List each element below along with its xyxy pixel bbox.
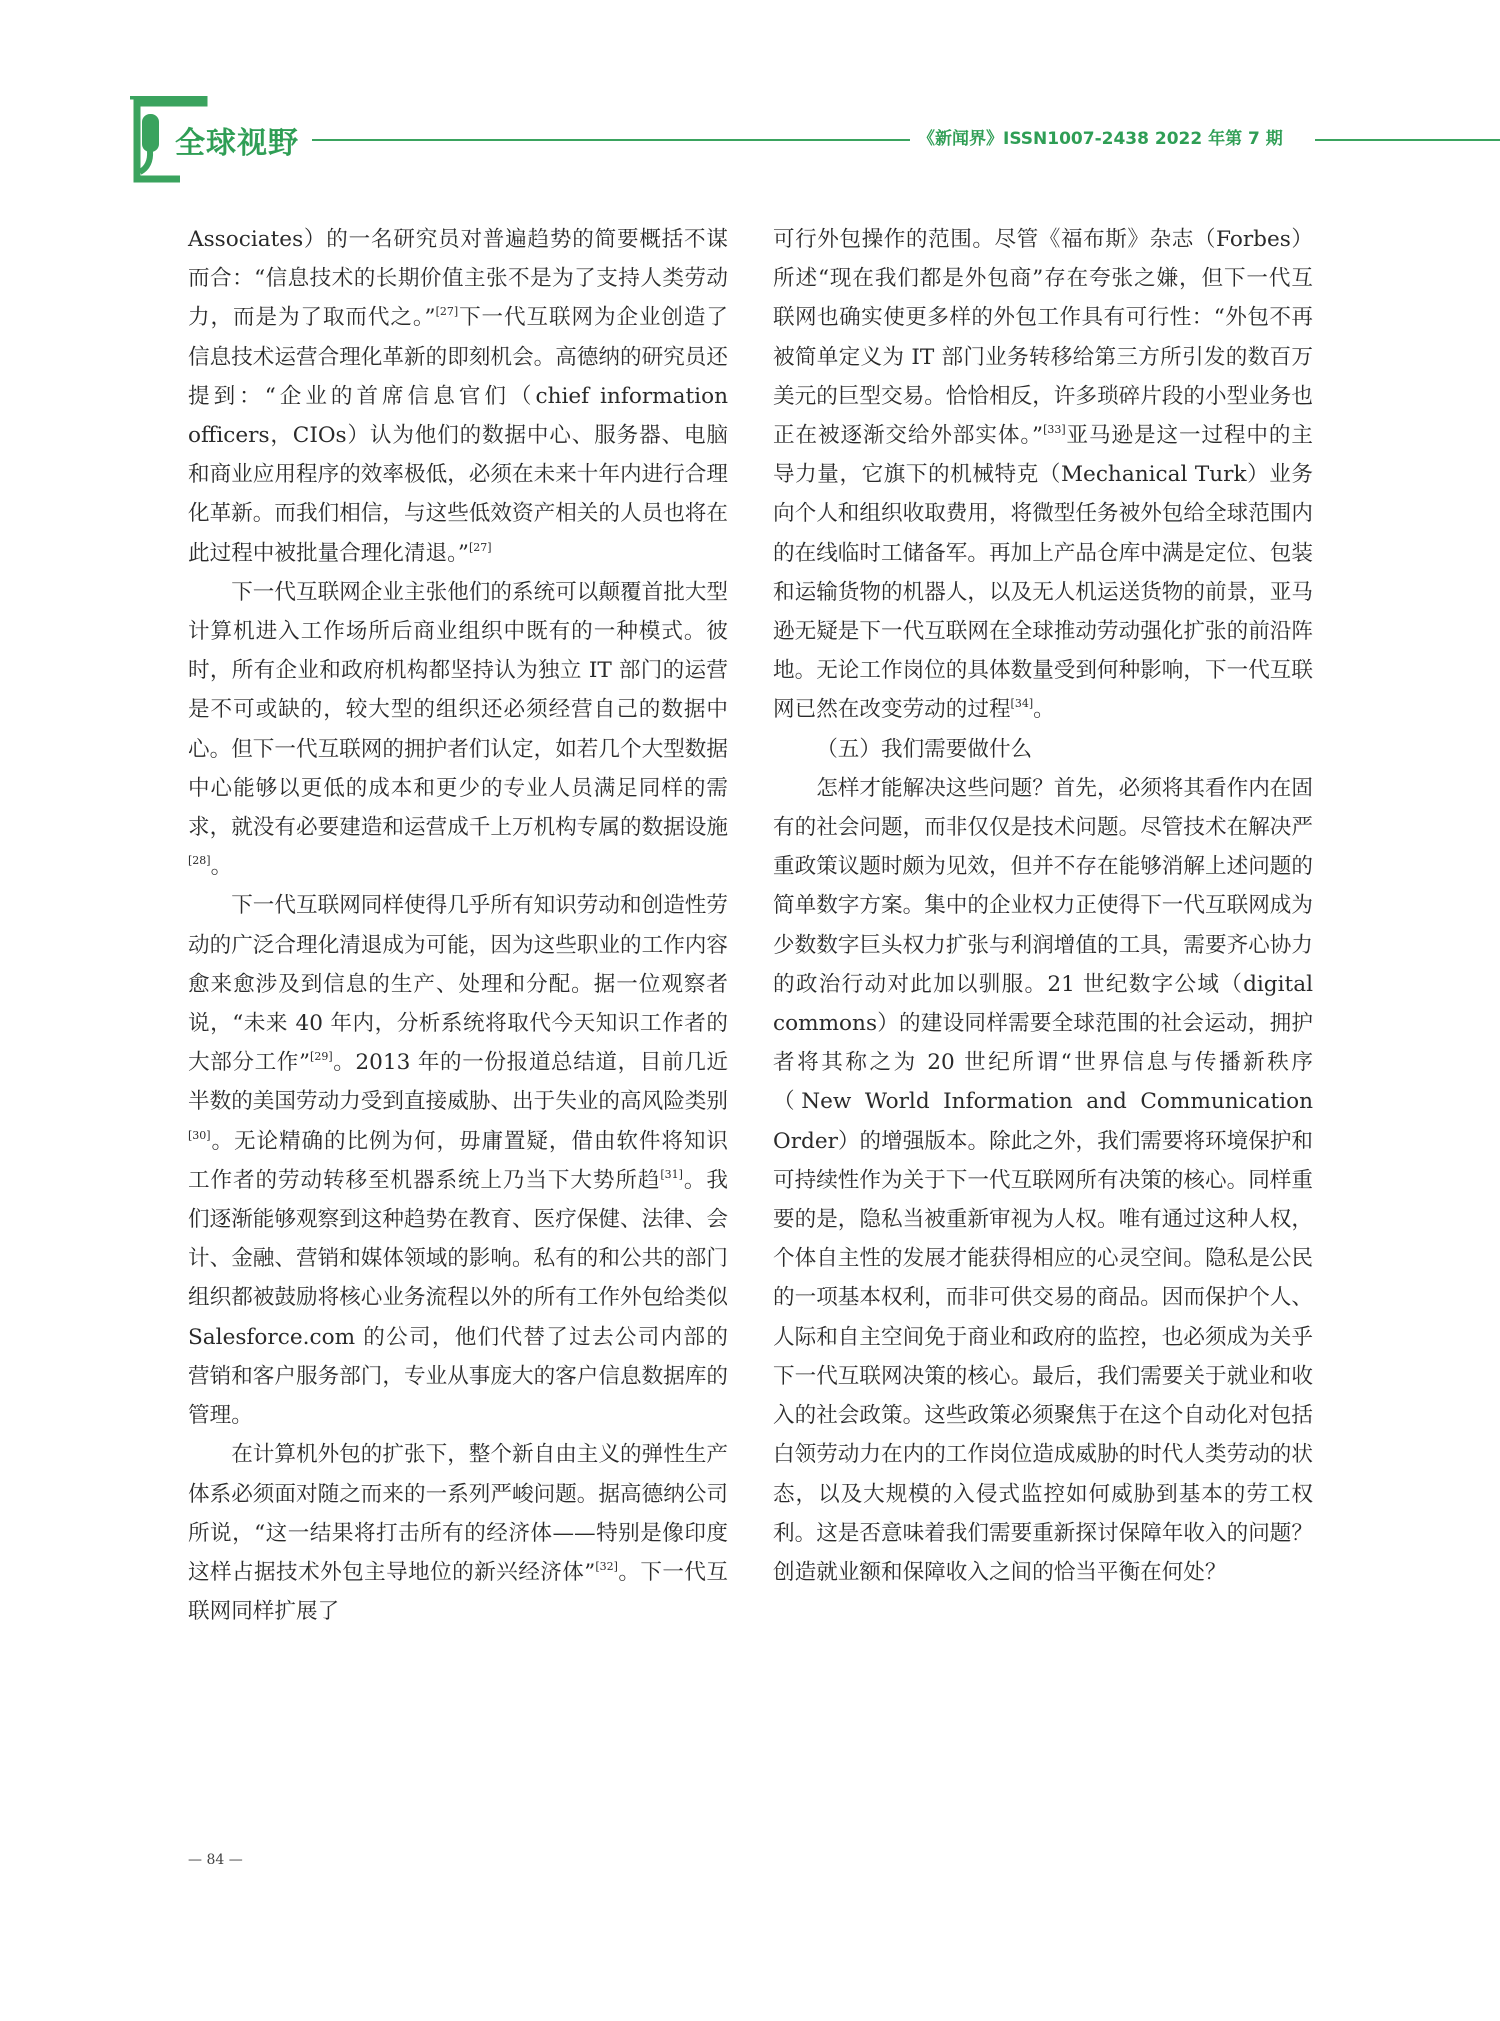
paragraph-text: 下一代互联网同样使得几乎所有知识劳动和创造性劳动的广泛合理化清退成为可能，因为这些职业的工作内容愈来愈涉及到信息的生产、处理和分配。据一位观察者说，“未来 40 年内，分析系统将取代今天知识工作者的大部分工作” (188, 893, 728, 1076)
body-paragraph (188, 1435, 728, 1631)
paragraph-text: 怎样才能解决这些问题？首先，必须将其看作内在固有的社会问题，而非仅仅是技术问题。尽管技术在解决严重政策议题时颇为见效，但并不存在能够消解上述问题的简单数字方案。集中的企业权力正使得下一代互联网成为少数数字巨头权力扩张与利润增值的工具，需要齐心协力的政治行动对此加以驯服。21 世纪数字公域（digital commons）的建设同样需要全球范围的社会运动，拥护者将其称之为 20 世纪所谓“世界信息与传播新秩序（New World Information and Communication Order）的增强版本。除此之外，我们需要将环境保护和可持续性作为关于下一代互联网所有决策的核心。同样重要的是，隐私当被重新审视为人权。唯有通过这种人权，个体自主性的发展才能获得相应的心灵空间。隐私是公民的一项基本权利，而非可供交易的商品。因而保护个人、人际和自主空间免于商业和政府的监控，也必须成为关乎下一代互联网决策的核心。最后，我们需要关于就业和收入的社会政策。这些政策必须聚焦于在这个自动化对包括白领劳动力在内的工作岗位造成威胁的时代人类劳动的状态，以及大规模的入侵式监控如何威胁到基本的劳工权利。这是否意味着我们需要重新探讨保障年收入的问题？创造就业额和保障收入之间的恰当平衡在何处？ (773, 775, 1314, 1585)
paragraph-text: 。2013 年的一份报道总结道，目前几近半数的美国劳动力受到直接威胁、出于失业的高风险类别 (188, 1050, 728, 1115)
section-subheading (773, 730, 1313, 769)
paragraph-text: 下一代互联网企业主张他们的系统可以颠覆首批大型计算机进入工作场所后商业组织中既有的一种模式。彼时，所有企业和政府机构都坚持认为独立 IT 部门的运营是不可或缺的，较大型的组织还必须经营自己的数据中心。但下一代互联网的拥护者们认定，如若几个大型数据中心能够以更低的成本和更少的专业人员满足同样的需求，就没有必要建造和运营成千上万机构专属的数据设施 (188, 579, 728, 841)
citation-reference: [32] (595, 1559, 618, 1573)
paragraph-text: （五）我们需要做什么 (816, 736, 1033, 762)
paragraph-text: 。 (210, 854, 233, 880)
paragraph-text: 。 (1033, 697, 1055, 723)
citation-reference: [34] (1010, 697, 1034, 711)
citation-reference: [27] (435, 305, 459, 319)
citation-reference: [33] (1043, 423, 1066, 437)
body-paragraph (773, 769, 1313, 1592)
right-text-column (773, 220, 1313, 1592)
journal-info: 《新闻界》ISSN1007-2438 2022 年第 7 期 (918, 129, 1283, 149)
paragraph-text: 在计算机外包的扩张下，整个新自由主义的弹性生产体系必须面对随之而来的一系列严峻问题。据高德纳公司所说，“这一结果将打击所有的经济体——特别是像印度这样占据技术外包主导地位的新兴经济体” (188, 1442, 728, 1585)
body-paragraph (773, 220, 1313, 730)
header-rule-right (1315, 139, 1500, 141)
citation-reference: [29] (310, 1050, 333, 1064)
citation-reference: [30] (188, 1128, 211, 1142)
body-paragraph (188, 220, 728, 573)
page-number: — 84 — (188, 1852, 243, 1868)
citation-reference: [28] (188, 854, 211, 868)
header-rule-left (312, 139, 910, 141)
paragraph-text: 。下一代互联网同样扩展了 (188, 1559, 728, 1625)
left-text-column (188, 220, 728, 1631)
paragraph-text: 下一代互联网为企业创造了信息技术运营合理化革新的即刻机会。高德纳的研究员还提到：“企业的首席信息官们（chief information officers，CIOs）认为他们的数据中心、服务器、电脑和商业应用程序的效率极低，必须在未来十年内进行合理化革新。而我们相信，与这些低效资产相关的人员也将在此过程中被批量合理化清退。” (188, 305, 728, 566)
body-paragraph (188, 573, 728, 887)
citation-reference: [31] (660, 1167, 683, 1181)
citation-reference: [27] (468, 540, 492, 554)
paragraph-text: 。我们逐渐能够观察到这种趋势在教育、医疗保健、法律、会计、金融、营销和媒体领域的影响。私有的和公共的部门组织都被鼓励将核心业务流程以外的所有工作外包给类似 Salesforce.com 的公司，他们代替了过去公司内部的营销和客户服务部门，专业从事庞大的客户信息数据库的管理。 (188, 1167, 728, 1429)
paragraph-text: 。无论精确的比例为何，毋庸置疑，借由软件将知识工作者的劳动转移至机器系统上乃当下大势所趋 (188, 1128, 728, 1193)
paragraph-text: 亚马逊是这一过程中的主导力量，它旗下的机械特克（Mechanical Turk）业务向个人和组织收取费用，将微型任务被外包给全球范围内的在线临时工储备军。再加上产品仓库中满是定位、包装和运输货物的机器人，以及无人机运送货物的前景，亚马逊无疑是下一代互联网在全球推动劳动强化扩张的前沿阵地。无论工作岗位的具体数量受到何种影响，下一代互联网已然在改变劳动的过程 (773, 423, 1313, 723)
paragraph-text: Associates）的一名研究员对普遍趋势的简要概括不谋而合：“信息技术的长期价值主张不是为了支持人类劳动力，而是为了取而代之。” (188, 227, 728, 331)
paragraph-text: 可行外包操作的范围。尽管《福布斯》杂志（Forbes）所述“现在我们都是外包商”存在夸张之嫌，但下一代互联网也确实使更多样的外包工作具有可行性：“外包不再被简单定义为 IT 部门业务转移给第三方所引发的数百万美元的巨型交易。恰恰相反，许多琐碎片段的小型业务也正在被逐渐交给外部实体。” (773, 227, 1313, 449)
column-title: 全球视野 (175, 126, 299, 161)
body-paragraph (188, 886, 728, 1435)
